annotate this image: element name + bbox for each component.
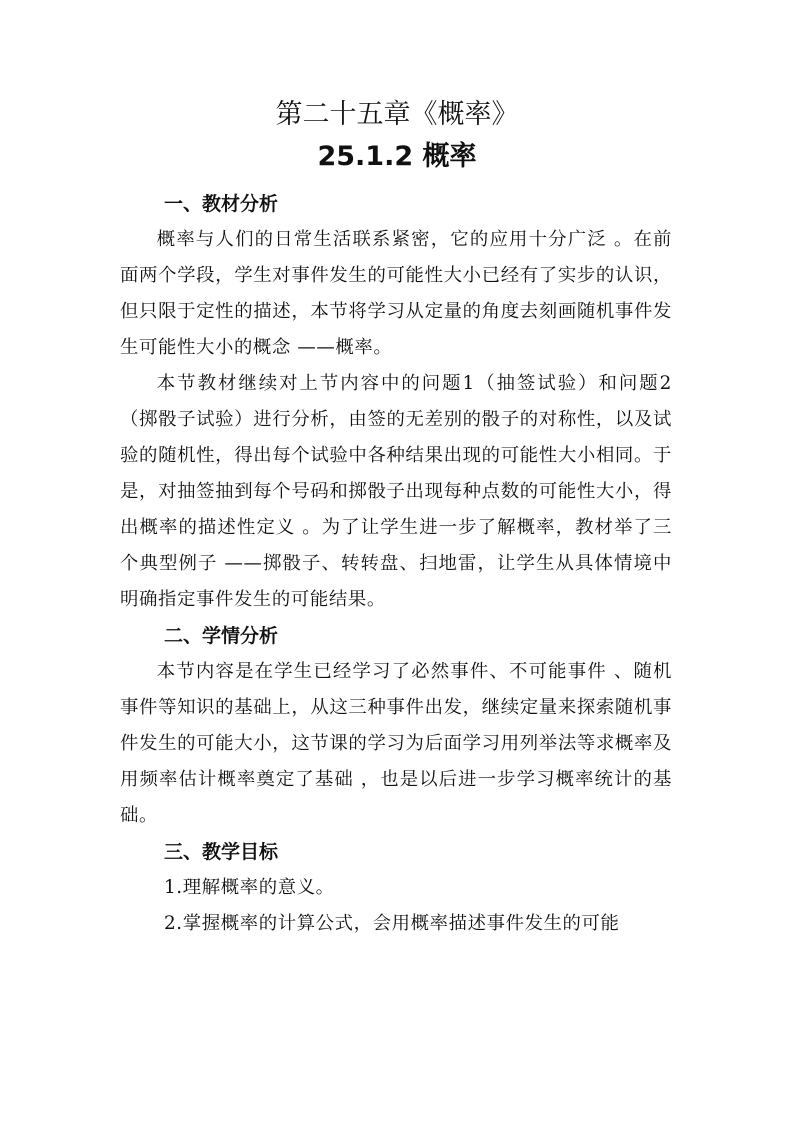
heading-teaching-goals: 三、教学目标 bbox=[164, 841, 279, 863]
heading-student-analysis: 二、学情分析 bbox=[164, 625, 279, 647]
section-title: 25.1.2 概率 bbox=[317, 141, 477, 172]
paragraph-textbook-analysis-1: 概率与人们的日常生活联系紧密，它的应用十分广泛 。在前面两个学段，学生对事件发生的可能性大小已经有了实步的认识，但只限于定性的描述，本节将学习从定量的角度去刻画随机事件发生可能性大小的概念 ——概率。 bbox=[120, 229, 672, 358]
paragraph-student-analysis: 本节内容是在学生已经学习了必然事件、不可能事件 、随机事件等知识的基础上，从这三种事件出发，继续定量来探索随机事件发生的可能大小，这节课的学习为后面学习用列举法等求概率及用频率估计概率奠定了基础 ，也是以后进一步学习概率统计的基础。 bbox=[120, 661, 672, 826]
heading-textbook-analysis: 一、教材分析 bbox=[164, 193, 279, 215]
paragraph-textbook-analysis-2: 本节教材继续对上节内容中的问题1（抽签试验）和问题2（掷骰子试验）进行分析，由签的无差别的骰子的对称性，以及试验的随机性，得出每个试验中各种结果出现的可能性大小相同。于是，对抽签抽到每个号码和掷骰子出现每种点数的可能性大小，得出概率的描述性定义 。为了让学生进一步了解概率，教材举了三个典型例子 ——掷骰子、转转盘、扫地雷，让学生从具体情境中明确指定事件发生的可能结果。 bbox=[120, 373, 672, 610]
document-body bbox=[120, 186, 672, 942]
goal-item-1: 1.理解概率的意义。 bbox=[164, 877, 335, 898]
goal-item-2: 2.掌握概率的计算公式，会用概率描述事件发生的可能 bbox=[164, 913, 620, 934]
chapter-title: 第二十五章《概率》 bbox=[275, 99, 519, 130]
